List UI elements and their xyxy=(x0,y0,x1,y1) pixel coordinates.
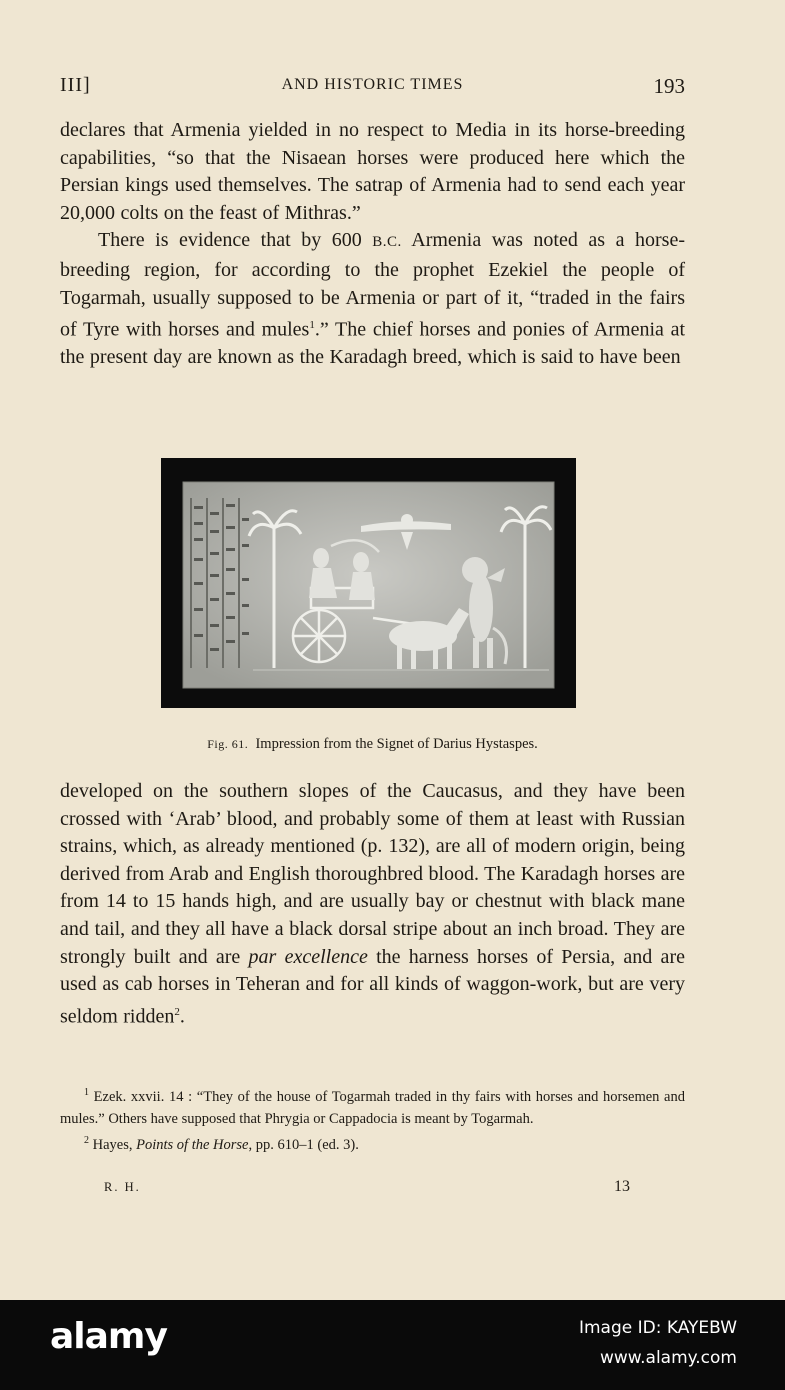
footnote-2: $^2$ Hayes, Points of the Horse, pp. 610–1 (ed. 3). xyxy=(84,1134,359,1153)
site-url: www.alamy.com xyxy=(599,1348,737,1368)
figure-caption-text: Impression from the Signet of Darius Hystaspes. xyxy=(255,736,538,752)
signet-illustration xyxy=(161,458,576,708)
paragraph-1: declares that Armenia yielded in no respect to Media in its horse-breeding capabilities, “so that the Nisaean horses were produced here which the Persian kings used themselves. The satrap of Armenia had to send each year 20,000 colts on the feast of Mithras.” xyxy=(60,119,685,224)
footnote-ref-1: 1 xyxy=(309,319,315,332)
alamy-logo: alamy xyxy=(50,1316,167,1357)
watermark-banner xyxy=(0,1300,785,1390)
figure-label: Fig. 61. xyxy=(207,737,249,751)
footnote-1: $^1$ Ezek. xxvii. 14 : “They of the house of Togarmah traded in thy fairs with horses and horsemen and mules.” Others have supposed that Phrygia or Cappadocia is meant by Togarmah. xyxy=(60,1087,685,1127)
footnotes xyxy=(60,1082,685,1156)
chapter-marker: III] xyxy=(60,74,91,96)
text-block-top xyxy=(60,117,685,372)
page-number: 193 xyxy=(653,74,685,98)
signature-mark: R. H. xyxy=(104,1180,141,1194)
paragraph-2: There is evidence that by 600 B.C. Armenia was noted as a horse-breeding region, for according to the prophet Ezekiel the people of Togarmah, usually supposed to be Armenia or part of it, “traded in the fairs of Tyre with horses and mules$^1$.” The chief horses and ponies of Armenia at the present day are known as the Karadagh breed, which is said to have been xyxy=(60,229,686,369)
signature-number: 13 xyxy=(614,1178,630,1195)
figure-caption xyxy=(60,736,685,753)
running-title: AND HISTORIC TIMES xyxy=(281,76,464,93)
paragraph-3: developed on the southern slopes of the Caucasus, and they have been crossed with ‘Arab’ blood, and probably some of them at least with Russian strains, which, as already mentioned (p. 132), are all of modern origin, being derived from Arab and English thoroughbred blood. The Karadagh horses are from 14 to 15 hands high, and are usually bay or chestnut with black mane and tail, and they all have a black dorsal stripe about an inch broad. They are strongly built and are par excellence the harness horses of Persia, and are used as cab horses in Teheran and for all kinds of waggon-work, but are very seldom ridden$^2$. xyxy=(60,780,686,1028)
figure-signet-impression xyxy=(161,458,576,708)
image-id-label: Image ID: KAYEBW xyxy=(578,1318,737,1338)
running-header xyxy=(60,74,685,98)
footnote-ref-2: 2 xyxy=(174,1005,180,1018)
text-block-bottom xyxy=(60,778,685,1031)
